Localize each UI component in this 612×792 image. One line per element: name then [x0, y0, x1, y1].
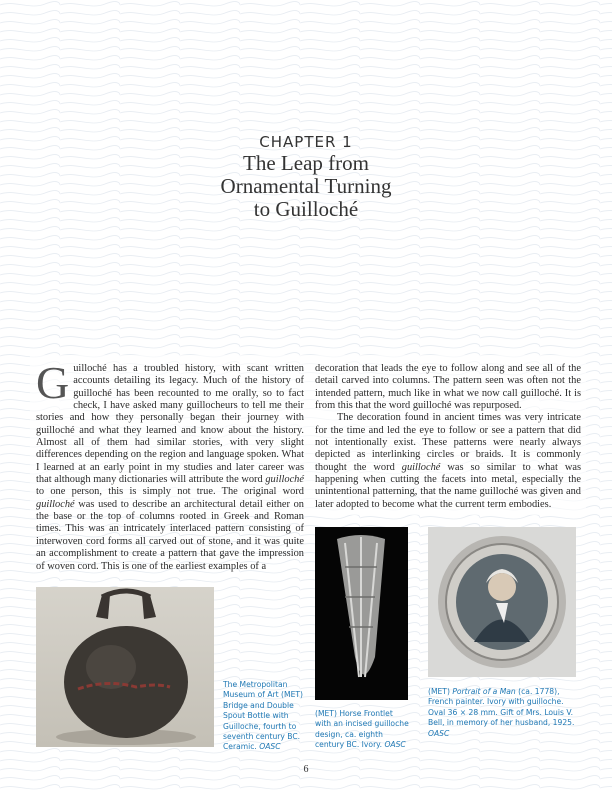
- drop-cap: G: [36, 357, 70, 408]
- text: was so similar to what was happening when cutting the facets into metal, especially the unintentional patterning, that the name guilloché was given and later adopted to become what the current term embodies.: [315, 461, 581, 510]
- text: The decoration found in ancient times was very intricate for the time and led the eye to follow or see a pattern that did not intentionally exist. These patterns were nearly always depicted as interlinking circles or braids. It is commonly thought the word: [315, 412, 581, 473]
- paragraph: [36, 357, 304, 573]
- figure-caption: [315, 709, 410, 751]
- horse-frontlet-photo: [315, 527, 408, 700]
- figure-caption: [428, 687, 583, 739]
- caption-text: (ca. 1778), French painter. Ivory with guilloche. Oval 36 × 28 mm. Gift of Mrs. Louis V. Bell, in memory of her husband, 1925.: [428, 687, 575, 728]
- text: uilloché has a troubled history, with scant written accounts detailing its legacy. Much of the history of guilloché has been recounted to me orally, so to fact check, I have asked many guillocheurs to tell me their stories and how they personally began their journey with guilloché and what they learned and know about the history. Almost all of them had similar stories, with very slight differences depending on the region and language spoken. What I learned at an early point in my studies and later career was that although many dictionaries will attribute the word: [36, 363, 304, 486]
- figure-caption: [223, 680, 313, 753]
- chapter-title: [0, 152, 612, 221]
- page-number: 6: [303, 764, 309, 775]
- text: to one person, this is simply not true. The original word: [36, 486, 304, 498]
- title-line: to Guilloché: [253, 197, 359, 221]
- text: was used to describe an architectural detail either on the base or the top of columns rooted in Greek and Roman times. This was an intricately interlaced pattern consisting of interwoven cord forms all carved out of stone, and it was quite an accomplishment to create a pattern that gave the impression of woven cord. This is one of the earliest examples of a: [36, 498, 304, 572]
- caption-text: (MET): [428, 687, 453, 696]
- caption-credit: OASC: [428, 728, 450, 738]
- caption-text: The Metropolitan Museum of Art (MET) Bridge and Double Spout Bottle with Guilloche, fourth to seventh century BC. Ceramic.: [223, 680, 303, 752]
- paragraph: [315, 412, 581, 511]
- body-column-right: [315, 363, 581, 511]
- text-italic: guilloché: [401, 461, 441, 473]
- bottle-photo: [36, 587, 214, 747]
- caption-credit: OASC: [384, 740, 406, 750]
- text-italic: guilloché: [36, 498, 75, 510]
- body-column-left: [36, 357, 304, 573]
- caption-text: (MET) Horse Frontlet with an incised guilloche design, ca. eighth century BC. Ivory.: [315, 709, 409, 750]
- paragraph: decoration that leads the eye to follow along and see all of the detail carved into columns. The pattern seen was often not the intended pattern, much like in what we now call guilloché. It is from this that the word guilloché was repurposed.: [315, 363, 581, 412]
- text-italic: guilloché: [265, 474, 304, 486]
- title-line: The Leap from: [243, 151, 369, 175]
- caption-credit: OASC: [259, 742, 281, 752]
- portrait-photo: [428, 527, 576, 677]
- title-line: Ornamental Turning: [220, 174, 392, 198]
- caption-italic: Portrait of a Man: [452, 687, 516, 696]
- chapter-label: CHAPTER 1: [259, 133, 353, 151]
